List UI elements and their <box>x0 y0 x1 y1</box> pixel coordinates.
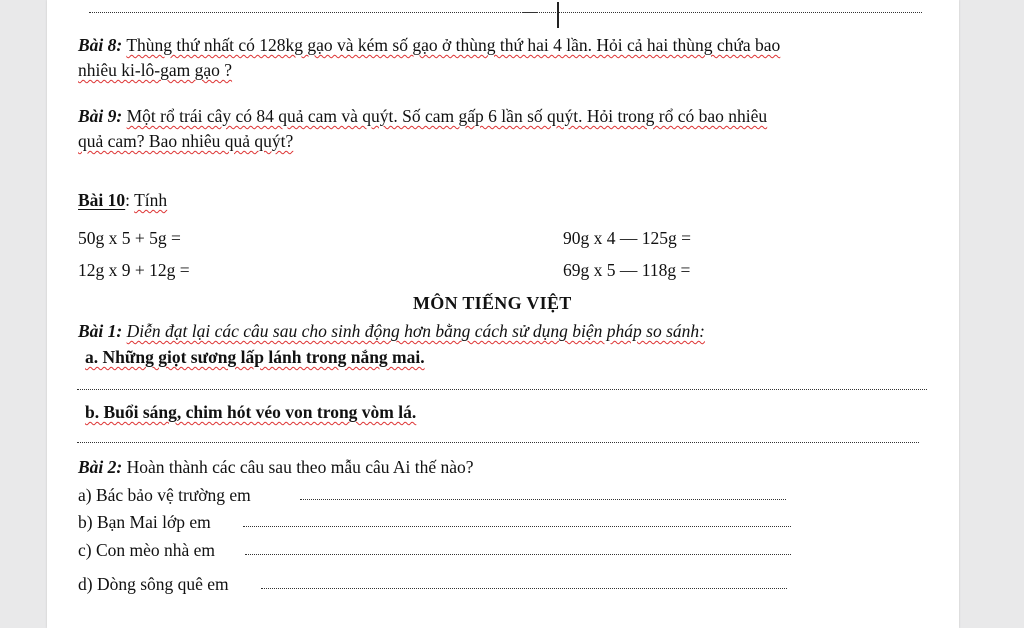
answer-line <box>243 526 791 527</box>
bai8-text: Thùng thứ nhất có 128kg gạo và kém số gạo ở thùng thứ hai 4 lần. Hỏi cả hai thùng chứa bao <box>126 35 781 55</box>
bai10-heading <box>78 189 167 211</box>
document-page <box>47 0 959 628</box>
answer-line <box>245 554 791 555</box>
tv-bai2-d: d) Dòng sông quê em <box>78 574 229 594</box>
answer-line <box>77 389 927 390</box>
bai10-expr2: 90g x 4 — 125g = <box>563 228 691 248</box>
tv-bai2-label: Bài 2: <box>78 457 123 477</box>
tv-bai1-label: Bài 1: <box>78 321 123 341</box>
tv-bai1-instruction: Diễn đạt lại các câu sau cho sinh động hơn bằng cách sử dụng biện pháp so sánh: <box>126 321 705 341</box>
tv-bai2-instruction: Hoàn thành các câu sau theo mẫu câu Ai thế nào? <box>126 457 474 477</box>
answer-line <box>300 499 786 500</box>
bai9-line1 <box>78 105 767 127</box>
text-cursor <box>557 2 559 28</box>
answer-line <box>522 12 922 13</box>
bai9-text: Một rổ trái cây có 84 quả cam và quýt. Số cam gấp 6 lần số quýt. Hỏi trong rổ có bao nhiêu <box>126 106 768 126</box>
bai10-expr4: 69g x 5 — 118g = <box>563 260 691 280</box>
bai10-expr1: 50g x 5 + 5g = <box>78 228 181 248</box>
tv-bai1-b: b. Buổi sáng, chim hót véo von trong vòm lá. <box>85 402 417 422</box>
tv-bai2-b: b) Bạn Mai lớp em <box>78 512 211 532</box>
bai8-label: Bài 8: <box>78 35 123 55</box>
answer-line <box>77 442 919 443</box>
bai10-colon: : <box>125 190 131 210</box>
tv-bai1-heading <box>78 320 705 342</box>
bai8-line2: nhiêu ki-lô-gam gạo ? <box>78 60 233 80</box>
answer-line <box>261 588 787 589</box>
bai10-expr3: 12g x 9 + 12g = <box>78 260 190 280</box>
section-title: MÔN TIẾNG VIỆT <box>413 293 572 313</box>
answer-line <box>89 12 537 13</box>
tv-bai2-heading <box>78 456 474 478</box>
bai10-title: Tính <box>134 190 168 210</box>
bai10-label: Bài 10 <box>78 190 126 210</box>
bai9-label: Bài 9: <box>78 106 123 126</box>
bai8-line1 <box>78 34 780 56</box>
bai9-line2: quả cam? Bao nhiêu quả quýt? <box>78 131 294 151</box>
tv-bai1-a: a. Những giọt sương lấp lánh trong nắng mai. <box>85 347 425 367</box>
tv-bai2-a: a) Bác bảo vệ trường em <box>78 485 251 505</box>
tv-bai2-c: c) Con mèo nhà em <box>78 540 216 560</box>
